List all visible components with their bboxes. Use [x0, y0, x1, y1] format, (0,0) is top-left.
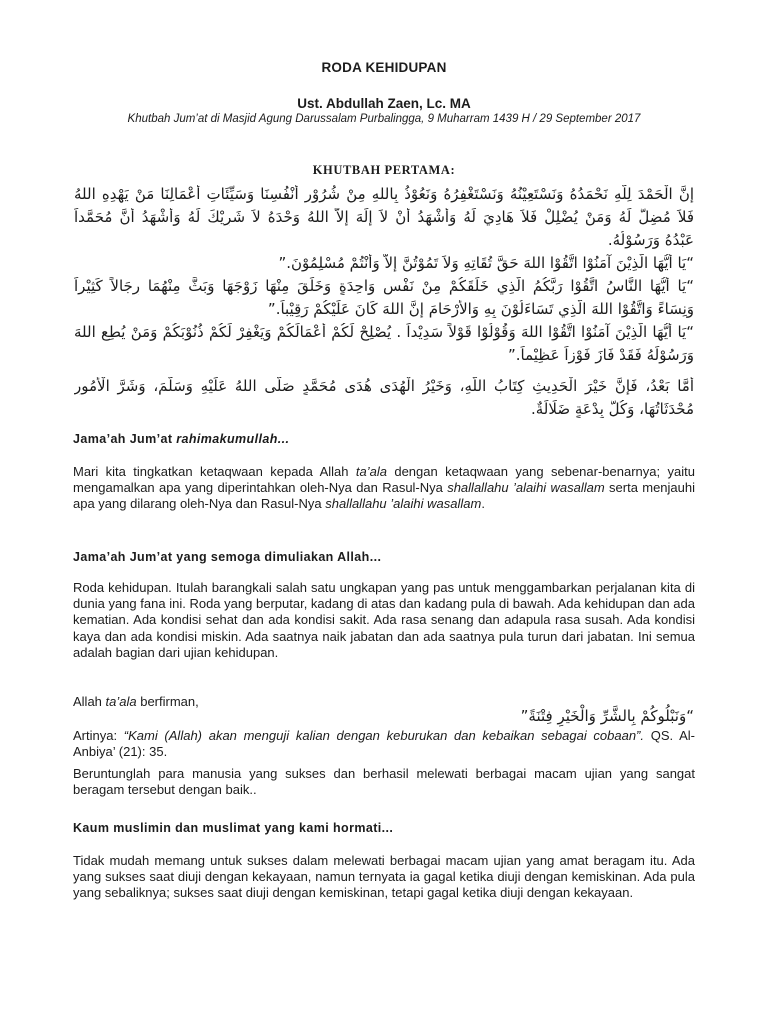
arabic-line: وَرَسُوْلَهُ فَقَدْ فَازَ فَوْزاً عَظِيْماً.” [508, 346, 694, 364]
arabic-line: “يَا أَيُّهَا النَّاسُ اتَّقُوْا رَبَّكُمُ الَّذِي خَلَقَكُمْ مِنْ نَفْسٍ وَاحِدَةٍ وَخَلَقَ مِنْهَا زَوْجَهَا وَبَثَّ مِنْهُمَا رِجَالاً كَثِيْراً [74, 277, 694, 295]
arabic-line: “يَا أَيُّهَا الَّذِيْنَ آمَنُوْا اتَّقُوْا اللهَ حَقَّ تُقَاتِهِ وَلاَ تَمُوْتُنَّ إِلاَّ وَأَنْتُمْ مُسْلِمُوْنَ.” [278, 254, 694, 272]
document-subtitle: Khutbah Jum’at di Masjid Agung Darussalam Purbalingga, 9 Muharram 1439 H / 29 September 2017 [127, 113, 641, 125]
arabic-verse: “وَنَبْلُوكُمْ بِالشَّرِّ وَالْخَيْرِ فِتْنَةً” [520, 707, 694, 725]
arabic-line: عَبْدُهُ وَرَسُوْلُهُ. [607, 231, 694, 249]
section-title: KHUTBAH PERTAMA: [312, 163, 456, 177]
paragraph: Beruntunglah para manusia yang sukses dan berhasil melewati berbagai macam ujian yang sangat beragam tersebut dengan baik.. [73, 766, 695, 798]
arabic-line: مُحْدَثَاتُهَا، وَكُلَّ بِدْعَةٍ ضَلَالَةٌ. [531, 400, 694, 418]
paragraph [73, 464, 695, 513]
translation-quote: “Kami (Allah) akan menguji kalian dengan keburukan dan kebaikan sebagai cobaan”. [123, 728, 645, 743]
heading-italic-text: rahimakumullah... [176, 432, 290, 446]
verse-reference: QS. Al-Anbiya’ (21): 35. [73, 728, 695, 760]
heading-text: Jama’ah Jum’at [73, 432, 177, 446]
paragraph: Tidak mudah memang untuk sukses dalam melewati berbagai macam ujian yang amat beragam itu. Ada yang sukses saat diuji dengan kekayaan, namun ternyata ia gagal ketika diuji dengan kemiskinan. Ada pula yang sebaliknya; sukses saat diuji dengan kemiskinan, tetapi gagal ketika diuji dengan kekayaan. [73, 853, 695, 901]
translation-paragraph [73, 728, 695, 760]
arabic-line: إِنَّ الْحَمْدَ لِلَّهِ نَحْمَدُهُ وَنَسْتَعِيْنُهُ وَنَسْتَغْفِرُهُ وَنَعُوْذُ بِاللهِ مِنْ شُرُوْرِ أَنْفُسِنَا وَسَيِّئَاتِ أَعْمَالِنَا مَنْ يَهْدِهِ اللهُ [74, 185, 694, 203]
paragraph-text: berfirman, [136, 694, 199, 709]
paragraph-text: dengan ketaqwaan yang sebenar-benarnya; yaitu mengamalkan apa yang diperintahkan oleh-Nya dan Rasul-Nya [73, 464, 695, 496]
paragraph-text: Allah [73, 694, 106, 709]
section-heading: Jama’ah Jum’at yang semoga dimuliakan Allah... [73, 550, 382, 564]
document-title: RODA KEHIDUPAN [321, 60, 447, 75]
italic-term: shallallahu ’alaihi wasallam [447, 480, 605, 496]
section-heading: Kaum muslimin dan muslimat yang kami hormati... [73, 821, 394, 835]
arabic-line: “يَا أَيُّهَا الَّذِيْنَ آمَنُوْا اتَّقُوْا اللهَ وَقُوْلُوْا قَوْلاً سَدِيْداً . يُصْلِحْ لَكُمْ أَعْمَالَكُمْ وَيَغْفِرْ لَكُمْ ذُنُوْبَكُمْ وَمَنْ يُطِعِ اللهَ [74, 323, 694, 341]
arabic-line: وَنِسَاءً وَاتَّقُوْا اللهَ الَّذِي تَسَاءَلُوْنَ بِهِ وَالأَرْحَامَ إِنَّ اللهَ كَانَ عَلَيْكُمْ رَقِيْباً.” [267, 300, 694, 318]
translation-label: Artinya: [73, 728, 124, 743]
author-name: Ust. Abdullah Zaen, Lc. MA [297, 96, 471, 111]
italic-term: ta’ala [355, 464, 387, 479]
paragraph-text: . [481, 496, 485, 512]
paragraph: Roda kehidupan. Itulah barangkali salah satu ungkapan yang pas untuk menggambarkan perjalanan kita di dunia yang fana ini. Roda yang berputar, kadang di atas dan kadang pula di bawah. Ada kehidupan dan ada kematian. Ada kondisi sehat dan ada kondisi sakit. Ada rasa senang dan adapula rasa susah. Ada kondisi kaya dan ada kondisi miskin. Ada saatnya naik jabatan dan ada saatnya pula turun dari jabatan. Ini semua adalah bagian dari ujian kehidupan. [73, 580, 695, 660]
italic-term: shallallahu ’alaihi wasallam [325, 496, 482, 512]
paragraph-text: Mari kita tingkatkan ketaqwaan kepada Allah [73, 464, 356, 479]
paragraph-line [73, 694, 199, 709]
section-heading [73, 432, 289, 446]
paragraph-text: serta menjauhi apa yang dilarang oleh-Nya dan Rasul-Nya [73, 480, 695, 512]
arabic-line: فَلاَ مُضِلَّ لَهُ وَمَنْ يُضْلِلْ فَلاَ هَادِيَ لَهُ وَأَشْهَدُ أَنْ لاَ إِلَهَ إِلاَّ اللهُ وَحْدَهُ لاَ شَرِيْكَ لَهُ وَأَشْهَدُ أَنَّ مُحَمَّداً [74, 208, 694, 226]
arabic-line: أَمَّا بَعْدُ، فَإِنَّ خَيْرَ الْحَدِيثِ كِتَابُ اللَّهِ، وَخَيْرُ الْهُدَى هُدَى مُحَمَّدٍ صَلَّى اللهُ عَلَيْهِ وَسَلَّمَ، وَشَرَّ الْأُمُورِ [74, 377, 694, 395]
italic-term: ta’ala [105, 694, 137, 709]
